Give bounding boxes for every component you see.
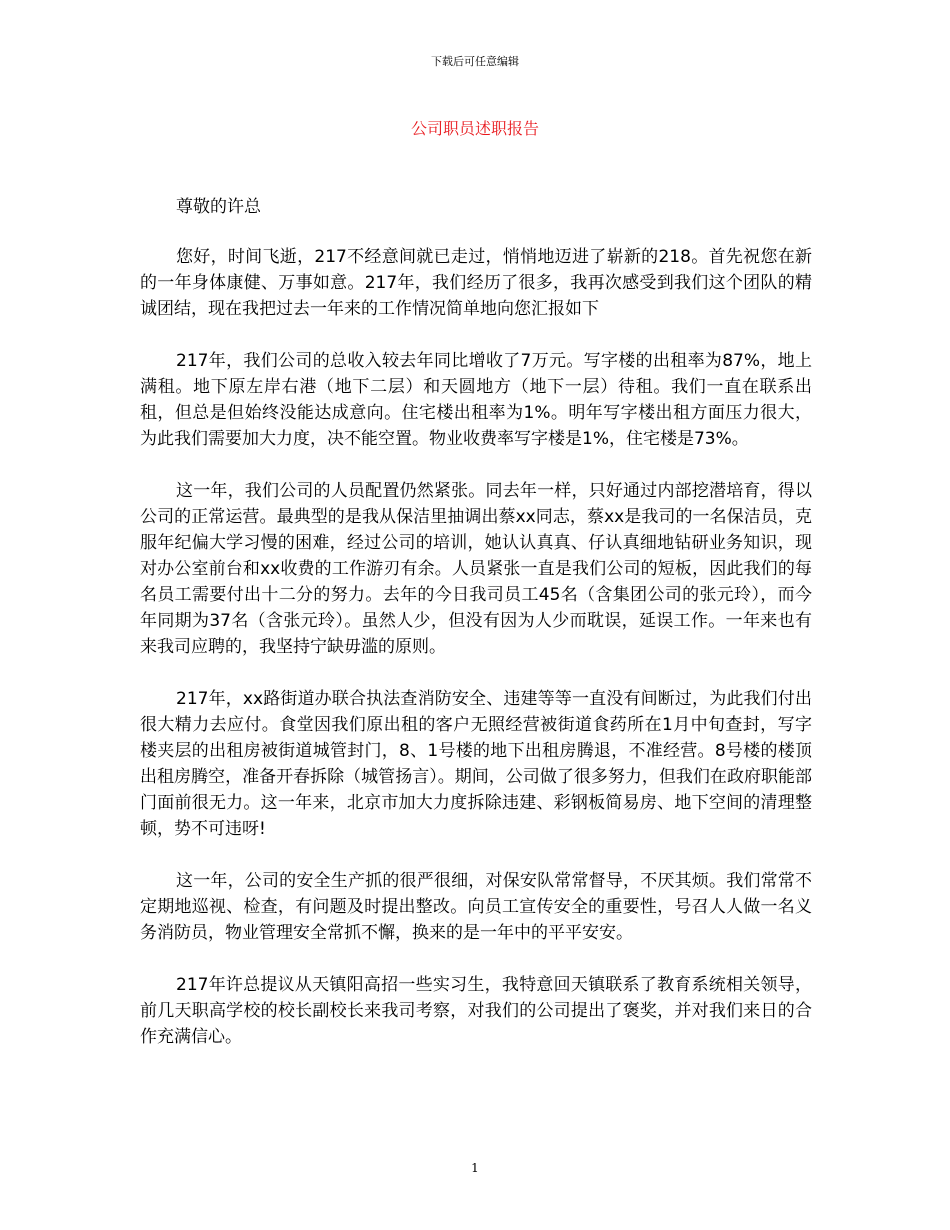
paragraph-safety: 这一年，公司的安全生产抓的很严很细，对保安队常常督导，不厌其烦。我们常常不定期地巡视、检查，有问题及时提出整改。向员工宣传安全的重要性，号召人人做一名义务消防员，物业管理安全常抓不懈，换来的是一年中的平平安安。: [140, 871, 812, 943]
paragraph-greeting: 您好，时间飞逝，217不经意间就已走过，悄悄地迈进了崭新的218。首先祝您在新的一年身体康健、万事如意。217年，我们经历了很多，我再次感受到我们这个团队的精诚团结，现在我把过去一年来的工作情况简单地向您汇报如下: [140, 247, 812, 319]
paragraph-enforcement: 217年，xx路街道办联合执法查消防安全、违建等等一直没有间断过，为此我们付出很大精力去应付。食堂因我们原出租的客户无照经营被街道食药所在1月中旬查封，写字楼夹层的出租房被街道城管封门，8、1号楼的地下出租房腾退，不准经营。8号楼的楼顶出租房腾空，准备开春拆除（城管扬言）。期间，公司做了很多努力，但我们在政府职能部门面前很无力。这一年来，北京市加大力度拆除违建、彩钢板简易房、地下空间的清理整顿，势不可违呀!: [140, 689, 812, 839]
paragraph-staffing: 这一年，我们公司的人员配置仍然紧张。同去年一样，只好通过内部挖潜培育，得以公司的正常运营。最典型的是我从保洁里抽调出蔡xx同志，蔡xx是我司的一名保洁员，克服年纪偏大学习慢的困难，经过公司的培训，她认认真真、仔认真细地钻研业务知识，现对办公室前台和xx收费的工作游刃有余。人员紧张一直是我们公司的短板，因此我们的每名员工需要付出十二分的努力。去年的今日我司员工45名（含集团公司的张元玲），而今年同期为37名（含张元玲）。虽然人少，但没有因为人少而耽误，延误工作。一年来也有来我司应聘的，我坚持宁缺毋滥的原则。: [140, 481, 812, 657]
header-note: 下载后可任意编辑: [431, 55, 519, 68]
document-body: [140, 194, 812, 1050]
paragraph-revenue: 217年，我们公司的总收入较去年同比增收了7万元。写字楼的出租率为87%，地上满租。地下原左岸右港（地下二层）和天圆地方（地下一层）待租。我们一直在联系出租，但总是但始终没能达成意向。住宅楼出租率为1%。明年写字楼出租方面压力很大，为此我们需要加大力度，决不能空置。物业收费率写字楼是1%，住宅楼是73%。: [140, 351, 812, 449]
paragraph-interns: 217年许总提议从天镇阳高招一些实习生，我特意回天镇联系了教育系统相关领导，前几天职高学校的校长副校长来我司考察，对我们的公司提出了褒奖，并对我们来日的合作充满信心。: [140, 975, 812, 1047]
salutation: 尊敬的许总: [176, 197, 261, 217]
page-number: 1: [471, 1161, 479, 1175]
document-title: 公司职员述职报告: [410, 119, 539, 138]
